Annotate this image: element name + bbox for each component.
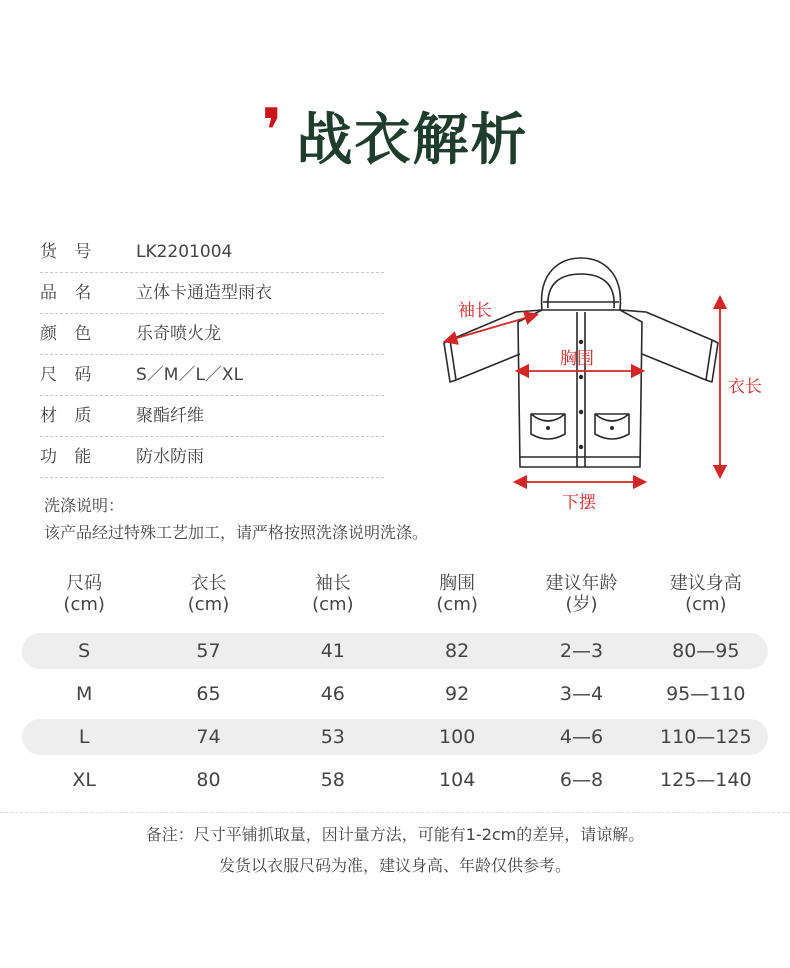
table-row: [22, 762, 768, 798]
page-title-text: 战衣解析: [296, 108, 529, 173]
info-row-function: [40, 437, 384, 478]
size-table: [22, 573, 768, 805]
table-cell: 74: [196, 726, 221, 748]
info-value: 防水防雨: [136, 447, 204, 467]
header-label: 建议身高: [669, 573, 742, 594]
table-cell: 58: [320, 769, 345, 791]
product-info: [40, 232, 384, 478]
info-row-name: [40, 273, 384, 314]
header-unit: (cm): [187, 594, 230, 615]
col-header-sleeve: [271, 573, 395, 625]
header-label: 衣长: [190, 573, 227, 594]
comma-mark-icon: ❜: [261, 96, 285, 166]
col-header-height: [644, 573, 768, 625]
info-row-size: [40, 355, 384, 396]
info-value: 乐奇喷火龙: [136, 324, 221, 344]
table-cell: 3—4: [559, 683, 604, 705]
header-label: 胸围: [439, 573, 476, 594]
table-cell: 46: [320, 683, 345, 705]
divider: [0, 812, 790, 813]
header-label: 尺码: [66, 573, 103, 594]
info-key: 货 号: [40, 242, 98, 262]
page-title: [0, 96, 790, 176]
size-table-header: [22, 573, 768, 625]
info-key: 品 名: [40, 283, 98, 303]
table-cell: 82: [445, 640, 470, 662]
body-length-label: 衣长: [728, 377, 762, 397]
table-cell: 92: [445, 683, 470, 705]
note-line-1: 备注：尺寸平铺抓取量，因计量方法，可能有1-2cm的差异，请谅解。: [145, 825, 645, 844]
info-value: 立体卡通造型雨衣: [136, 283, 272, 303]
info-key: 功 能: [40, 447, 98, 467]
col-header-chest: [395, 573, 519, 625]
col-header-age: [519, 573, 643, 625]
table-cell: M: [75, 683, 93, 705]
info-row-material: [40, 396, 384, 437]
table-cell: L: [78, 726, 90, 748]
header-unit: (cm): [63, 594, 105, 615]
header-unit: (cm): [312, 594, 354, 615]
info-key: 材 质: [40, 406, 98, 426]
table-cell: 80: [196, 769, 221, 791]
wash-text: 该产品经过特殊工艺加工，请严格按照洗涤说明洗涤。: [44, 523, 429, 542]
table-cell: S: [78, 640, 91, 662]
size-table-body: [22, 633, 768, 798]
table-cell: 100: [439, 726, 476, 748]
header-unit: (岁): [565, 594, 598, 615]
header-unit: (cm): [436, 594, 478, 615]
table-row: [22, 676, 768, 712]
table-row: [22, 719, 768, 755]
info-key: 颜 色: [40, 324, 98, 344]
info-row-color: [40, 314, 384, 355]
note-line-2: 发货以衣服尺码为准，建议身高、年龄仅供参考。: [218, 856, 571, 875]
table-cell: 6—8: [559, 769, 604, 791]
header-label: 袖长: [314, 573, 351, 594]
info-value: S／M／L／XL: [136, 365, 244, 385]
wash-title: 洗涤说明：: [44, 496, 125, 515]
table-cell: 95—110: [666, 683, 746, 705]
table-cell: 53: [320, 726, 345, 748]
header-label: 建议年龄: [545, 573, 618, 594]
table-cell: 110—125: [660, 726, 752, 748]
table-cell: 125—140: [660, 769, 752, 791]
hem-label: 下摆: [562, 493, 596, 513]
header-unit: (cm): [685, 594, 727, 615]
info-key: 尺 码: [40, 365, 98, 385]
table-cell: 57: [196, 640, 221, 662]
info-value: 聚酯纤维: [136, 406, 204, 426]
table-cell: 80—95: [672, 640, 740, 662]
table-cell: 104: [439, 769, 476, 791]
info-row-sku: [40, 232, 384, 273]
table-cell: 2—3: [559, 640, 604, 662]
table-cell: 65: [196, 683, 221, 705]
table-cell: XL: [72, 769, 96, 791]
table-row: [22, 633, 768, 669]
table-cell: 41: [320, 640, 345, 662]
raincoat-measure-diagram: [440, 252, 780, 520]
chest-label: 胸围: [560, 349, 594, 369]
info-value: LK2201004: [136, 242, 233, 262]
table-cell: 4—6: [559, 726, 604, 748]
col-header-length: [146, 573, 270, 625]
sleeve-length-label: 袖长: [458, 301, 492, 321]
col-header-size: [22, 573, 146, 625]
